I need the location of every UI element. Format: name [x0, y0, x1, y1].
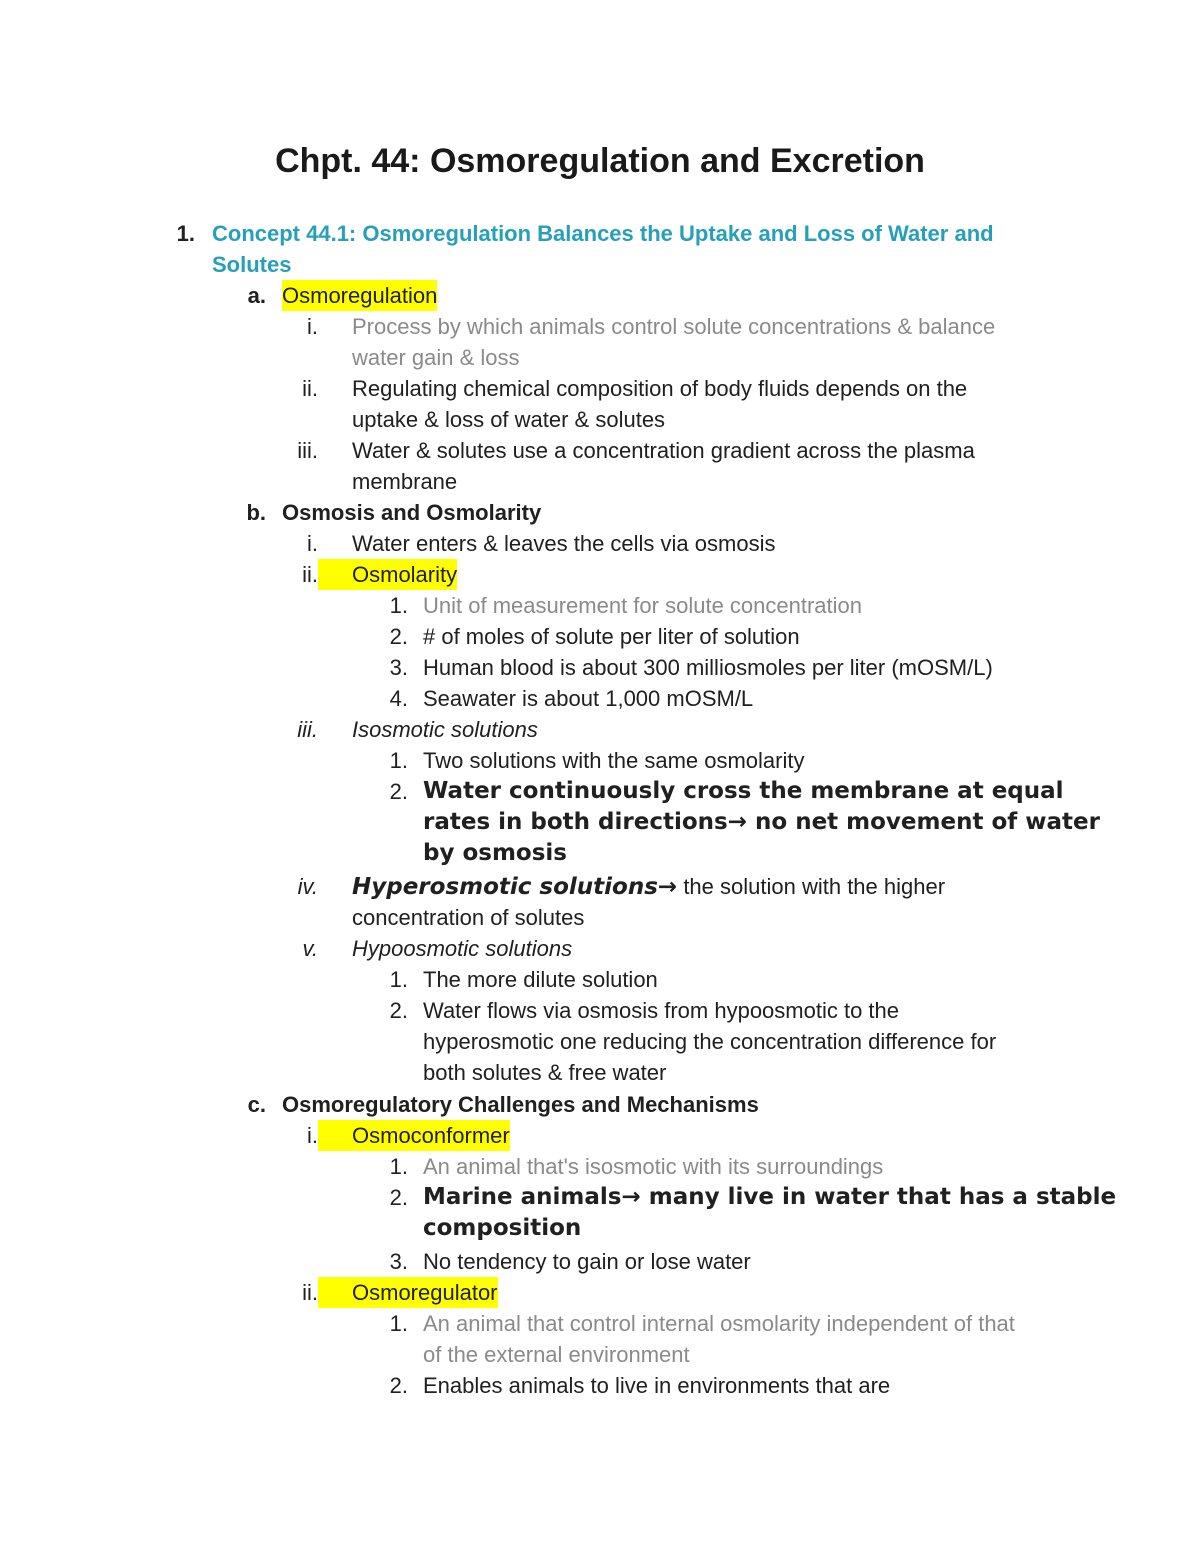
roman-marker: i. [307, 1123, 318, 1148]
osmolarity-term: Osmolarity [352, 559, 457, 590]
highlight-gap [318, 1277, 352, 1308]
item-text: The more dilute solution [423, 967, 658, 992]
item-text-line-3: by osmosis [423, 840, 567, 866]
number-marker: 1. [389, 748, 408, 773]
item-text: An animal that's isosmotic with its surroundings [423, 1154, 884, 1179]
isosmotic-term: Isosmotic solutions [352, 717, 538, 742]
item-text: Two solutions with the same osmolarity [423, 748, 805, 773]
section-a-heading: Osmoregulation [282, 280, 437, 311]
concept-title-line-1: Concept 44.1: Osmoregulation Balances the Uptake and Loss of Water and [212, 221, 994, 246]
item-text-line-2: of the external environment [423, 1342, 690, 1367]
concept-title-line-2: Solutes [212, 252, 292, 277]
item-text-line-1: Process by which animals control solute concentrations & balance [352, 314, 996, 339]
number-marker: 4. [389, 686, 408, 711]
item-text: Seawater is about 1,000 mOSM/L [423, 686, 754, 711]
item-text: Unit of measurement for solute concentration [423, 593, 863, 618]
number-marker: 3. [389, 1249, 408, 1274]
item-text-line-1 [352, 871, 945, 903]
item-text: Human blood is about 300 milliosmoles per liter (mOSM/L) [423, 655, 993, 680]
number-marker: 2. [389, 1373, 408, 1398]
number-marker: 1. [389, 1154, 408, 1179]
item-text-line-1: Water continuously cross the membrane at equal [423, 778, 1064, 804]
page-title: Chpt. 44: Osmoregulation and Excretion [275, 142, 925, 180]
roman-marker: ii. [302, 562, 318, 587]
roman-marker: ii. [302, 376, 318, 401]
list-letter: c. [247, 1092, 266, 1117]
hypoosmotic-term: Hypoosmotic solutions [352, 936, 573, 961]
item-text-line-2: water gain & loss [352, 345, 520, 370]
hyperosmotic-definition: the solution with the higher [677, 874, 946, 899]
item-text-line-1: Water flows via osmosis from hypoosmotic to the [423, 998, 900, 1023]
roman-marker: iii. [297, 717, 318, 742]
number-marker: 2. [389, 1185, 408, 1210]
item-text-line-1: An animal that control internal osmolarity independent of that [423, 1311, 1015, 1336]
roman-marker: i. [307, 531, 318, 556]
roman-marker: iv. [297, 874, 318, 899]
item-text-line-2: composition [423, 1215, 582, 1241]
roman-marker: iii. [297, 438, 318, 463]
list-letter: a. [247, 283, 266, 308]
roman-marker: i. [307, 314, 318, 339]
item-text-line-1: Water & solutes use a concentration gradient across the plasma [352, 438, 975, 463]
number-marker: 1. [389, 1311, 408, 1336]
roman-marker: v. [302, 936, 318, 961]
item-text-line-1: Marine animals→ many live in water that has a stable [423, 1184, 1117, 1210]
item-text: Enables animals to live in environments that are [423, 1373, 891, 1398]
section-c-heading: Osmoregulatory Challenges and Mechanisms [282, 1092, 759, 1117]
osmoconformer-term: Osmoconformer [352, 1120, 510, 1151]
item-text-line-2: membrane [352, 469, 458, 494]
item-text-line-3: both solutes & free water [423, 1060, 667, 1085]
list-letter: b. [246, 500, 266, 525]
number-marker: 1. [389, 593, 408, 618]
item-text-line-1: Regulating chemical composition of body fluids depends on the [352, 376, 968, 401]
item-text-line-2: hyperosmotic one reducing the concentration difference for [423, 1029, 997, 1054]
item-text: # of moles of solute per liter of solution [423, 624, 800, 649]
number-marker: 2. [389, 998, 408, 1023]
item-text: No tendency to gain or lose water [423, 1249, 751, 1274]
item-text-line-2: concentration of solutes [352, 905, 585, 930]
item-text-line-2: uptake & loss of water & solutes [352, 407, 666, 432]
hyperosmotic-term: Hyperosmotic solutions→ [352, 874, 678, 900]
number-marker: 3. [389, 655, 408, 680]
number-marker: 2. [389, 779, 408, 804]
highlight-gap [318, 559, 352, 590]
section-b-heading: Osmosis and Osmolarity [282, 500, 542, 525]
osmoregulator-term: Osmoregulator [352, 1277, 498, 1308]
number-marker: 2. [389, 624, 408, 649]
list-number: 1. [176, 221, 195, 246]
item-text-line-2: rates in both directions→ no net movement of water [423, 809, 1100, 835]
item-text: Water enters & leaves the cells via osmosis [352, 531, 776, 556]
highlight-gap [318, 1120, 352, 1151]
roman-marker: ii. [302, 1280, 318, 1305]
number-marker: 1. [389, 967, 408, 992]
